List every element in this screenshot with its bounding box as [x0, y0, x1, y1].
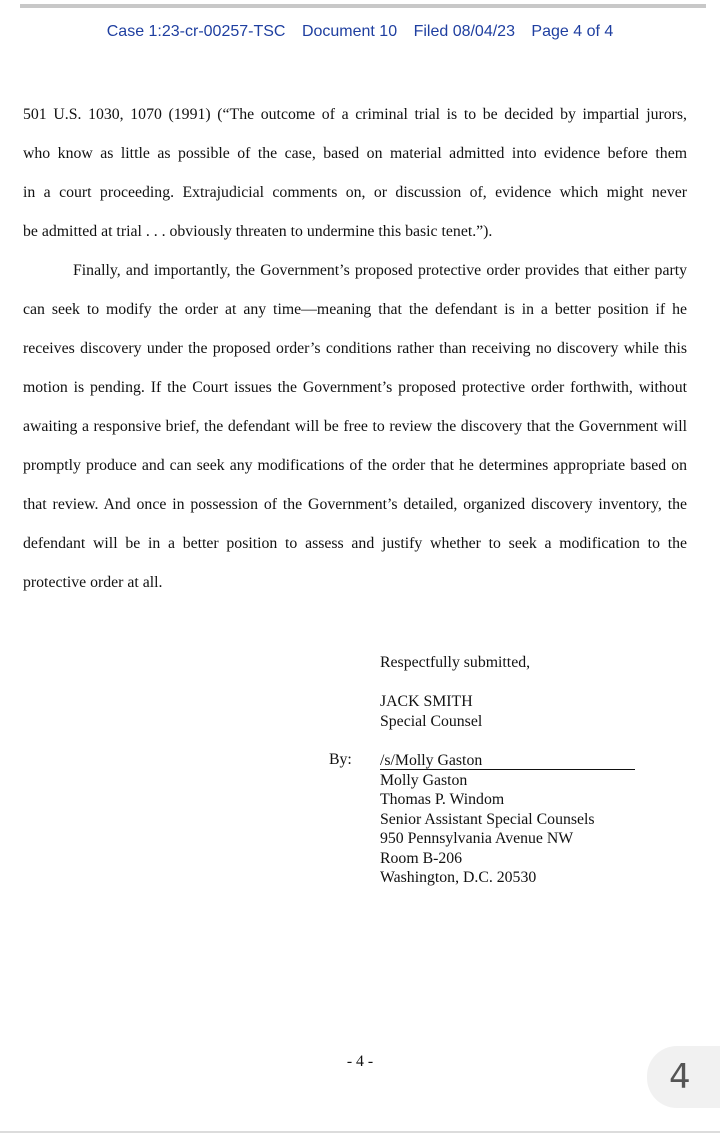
sign-off: Respectfully submitted, — [380, 654, 531, 671]
address-city: Washington, D.C. 20530 — [380, 869, 537, 886]
case-number: Case 1:23-cr-00257-TSC — [106, 23, 286, 40]
page-indicator-badge[interactable]: 4 — [647, 1046, 720, 1108]
bottom-rule — [0, 1131, 720, 1133]
page-count: Page 4 of 4 — [531, 23, 614, 40]
paragraph-citation — [23, 95, 687, 251]
paragraph-line: in a court proceeding. Extrajudicial comments on, or discussion of, evidence which might never — [23, 184, 687, 201]
signatory-title: Senior Assistant Special Counsels — [380, 810, 595, 828]
signatory-name: Molly Gaston — [380, 771, 468, 789]
paragraph-line: who know as little as possible of the case, based on material admitted into evidence before them — [23, 145, 687, 162]
paragraph-line: 501 U.S. 1030, 1070 (1991) (“The outcome of a criminal trial is to be decided by impartial jurors, — [23, 106, 687, 123]
counsel-block — [380, 692, 482, 731]
address-street: 950 Pennsylvania Avenue NW — [380, 830, 574, 847]
case-header — [0, 23, 720, 41]
top-rule — [20, 4, 706, 8]
by-label: By: — [329, 751, 352, 768]
paragraph-line: be admitted at trial . . . obviously threaten to undermine this basic tenet.”). — [23, 223, 493, 240]
page-number: - 4 - — [346, 1053, 374, 1070]
document-number: Document 10 — [301, 23, 398, 40]
signature-line: /s/Molly Gaston — [380, 752, 635, 770]
paragraph-protective-order — [23, 251, 687, 602]
address-room: Room B-206 — [380, 849, 463, 867]
signatory-name: Thomas P. Windom — [380, 791, 505, 808]
signatory-block — [380, 751, 635, 888]
counsel-title: Special Counsel — [380, 712, 483, 730]
filed-date: Filed 08/04/23 — [413, 23, 515, 40]
counsel-name: JACK SMITH — [380, 693, 473, 710]
paragraph-text: Finally, and importantly, the Government’s proposed protective order provides that either party can seek to modify the order at any time—meaning that the defendant is in a better position if he receives discovery under the proposed order’s conditions rather than receiving no discovery while this motion is pending. If the Court issues the Government’s proposed protective order forthwith, without awaiting a responsive brief, the defendant will be free to review the discovery that the Government will promptly produce and can seek any modifications of the order that he determines appropriate based on that review. And once in possession of the Government’s detailed, organized discovery inventory, the defendant will be in a better position to assess and justify whether to seek a modification to the protective order at all. — [23, 262, 687, 591]
